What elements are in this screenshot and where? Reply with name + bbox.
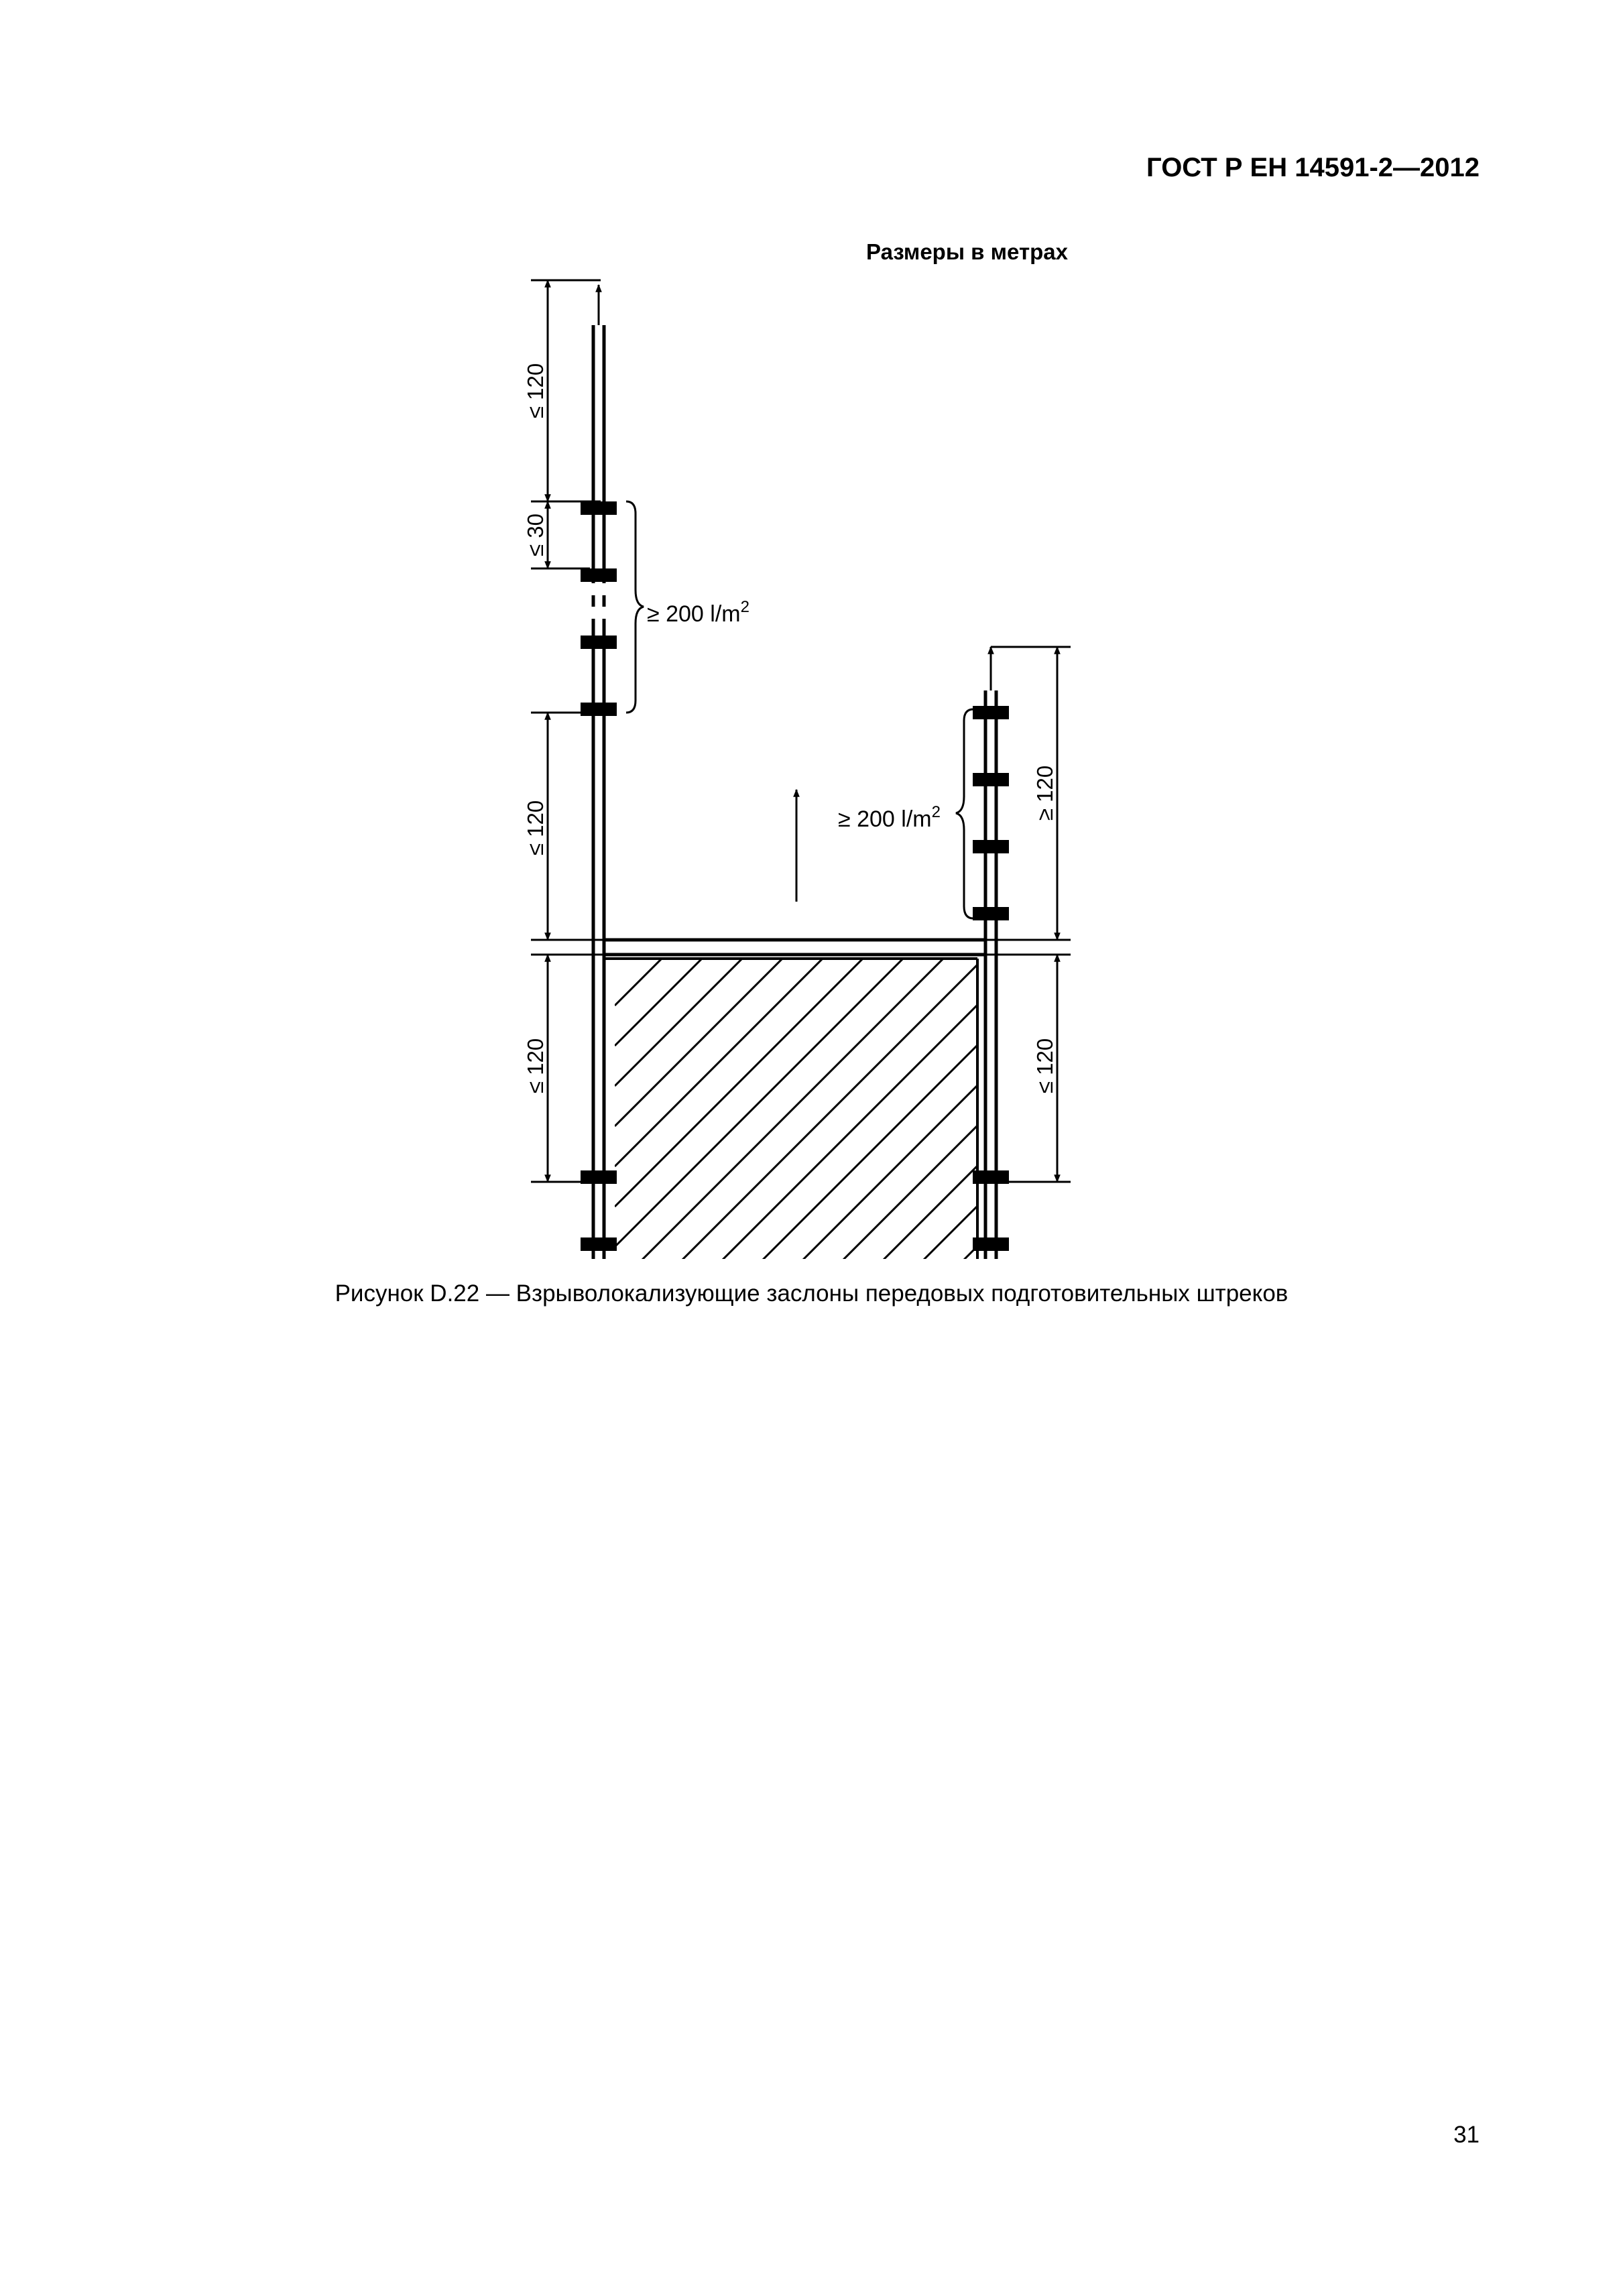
barrier-left-3 [581,636,617,649]
document-code: ГОСТ Р ЕН 14591-2—2012 [1146,153,1480,182]
barrier-left-2 [581,568,617,582]
barriers [581,501,1009,1251]
barrier-right-3 [973,840,1009,853]
left-dimensions [531,280,1071,1182]
dim-left-spacing-label: ≤ 30 [523,513,548,556]
hatched-pillar [615,939,1285,1274]
dim-left-bottom-label: ≤ 120 [523,1038,548,1094]
dim-right-top-label: ≥ 120 [1032,765,1057,821]
dim-left-top-label: ≤ 120 [523,363,548,419]
brace-left [626,501,644,713]
brace-right [956,709,973,918]
dim-right-bottom-label: ≤ 120 [1032,1038,1057,1094]
barrier-left-6 [581,1237,617,1251]
barrier-right-6 [973,1237,1009,1251]
page-number: 31 [1453,2122,1480,2148]
barrier-right-1 [973,706,1009,719]
barrier-left-1 [581,501,617,515]
units-note: Размеры в метрах [866,239,1068,264]
barrier-load-right-label: ≥ 200 $l/m^2$ [838,803,941,832]
barrier-right-5 [973,1170,1009,1184]
barrier-right-4 [973,907,1009,920]
barrier-right-2 [973,773,1009,786]
barrier-load-left-label: ≥ 200 $l/m^2$ [647,598,749,627]
dim-left-middle-label: ≤ 120 [523,800,548,856]
barrier-left-4 [581,703,617,716]
figure-caption: Рисунок D.22 — Взрыволокализующие заслоны передовых подготовительных штреков [335,1280,1288,1307]
